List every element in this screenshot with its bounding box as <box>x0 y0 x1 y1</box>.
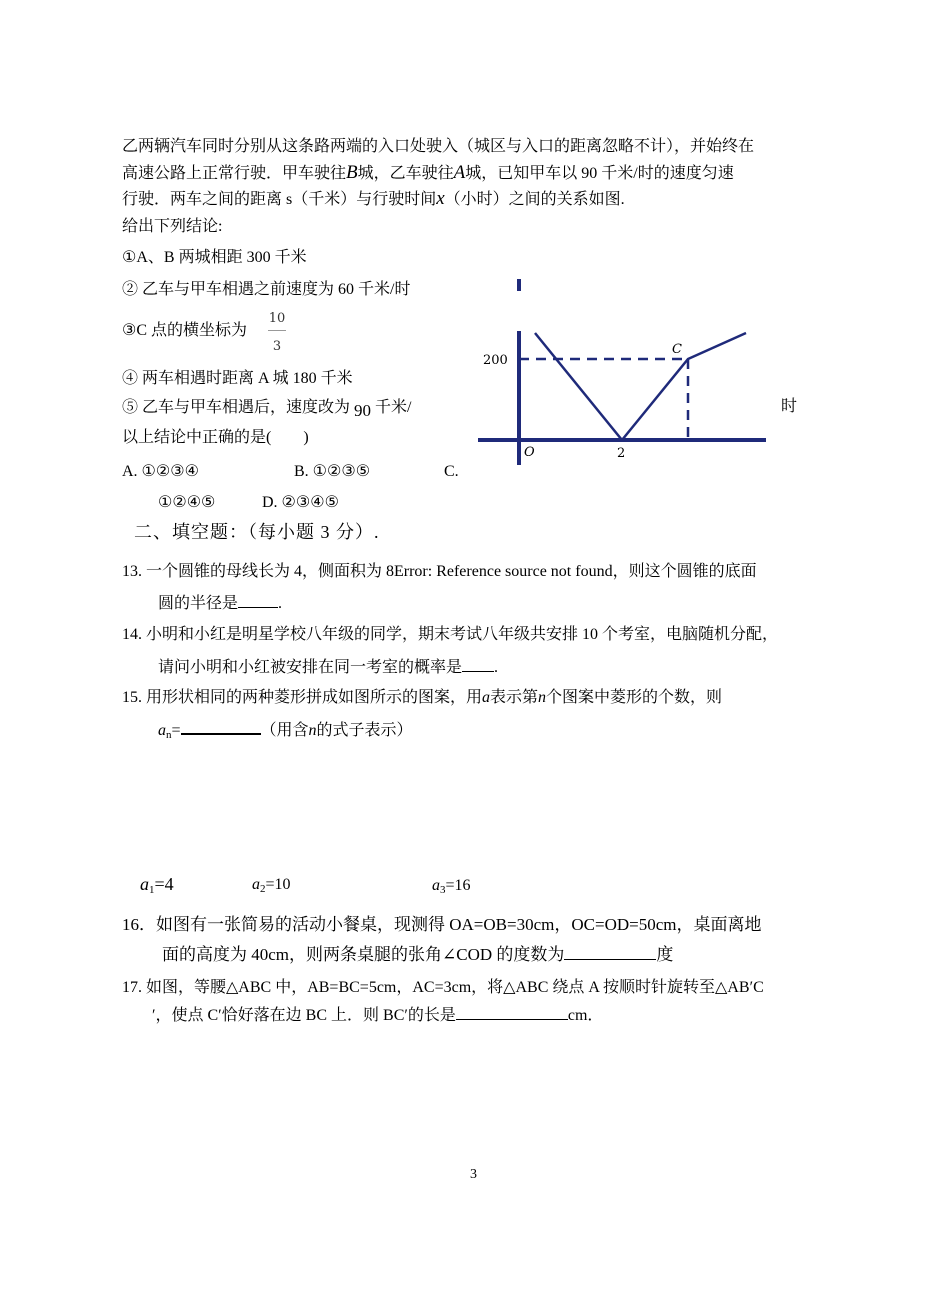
q13-line-2: 圆的半径是 . <box>158 595 283 612</box>
q15-line-2: $a_n=$ （用含n的式子表示） <box>158 719 413 745</box>
q16-line-1: 16．如图有一张简易的活动小餐桌，现测得 OA=OB=30cm，OC=OD=50cm，桌面离地 <box>122 915 762 934</box>
intro-line-3: 行驶．两车之间的距离 s（千米）与行驶时间x（小时）之间的关系如图. <box>122 188 625 209</box>
intro-line-1: 乙两辆汽车同时分别从这条路两端的入口处驶入（城区与入口的距离忽略不计），并始终在 <box>122 138 755 155</box>
q16-answer-blank <box>564 943 656 960</box>
page-number: 3 <box>470 1167 477 1182</box>
conclusion-3: ③C 点的横坐标为 <box>122 322 248 339</box>
speed-value: 90 <box>354 401 372 420</box>
q17-answer-blank <box>456 1005 568 1020</box>
fraction-denominator: 3 <box>272 339 282 354</box>
var-A: A <box>453 162 466 183</box>
q13-line-1: 13. 一个圆锥的母线长为 4，侧面积为 8Error: Reference source not found，则这个圆锥的底面 <box>122 563 757 580</box>
fraction-numerator: 10 <box>268 311 286 326</box>
distance-curve <box>535 333 746 440</box>
distance-time-graph <box>470 275 770 475</box>
option-d: D. ②③④⑤ <box>262 494 339 511</box>
q17-line-2: ′，使点 C′恰好落在边 BC 上．则 BC′的长是 cm． <box>152 1007 604 1024</box>
q15-line-1: 15. 用形状相同的两种菱形拼成如图所示的图案，用a表示第n个图案中菱形的个数，则 <box>122 689 723 706</box>
q17-line-1: 17. 如图，等腰△ABC 中，AB=BC=5cm，AC=3cm，将△ABC 绕点 A 按顺时针旋转至△AB′C <box>122 979 764 996</box>
section-2-title: 二、填空题：（每小题 3 分）. <box>134 522 380 542</box>
point-c-label: C <box>672 342 682 357</box>
question-prompt: 以上结论中正确的是( ) <box>122 429 309 446</box>
conclusion-2: ② 乙车与甲车相遇之前速度为 60 千米/时 <box>122 281 411 298</box>
option-c-label: C. <box>444 463 459 480</box>
q15-a2: $a_2=10$ <box>252 876 291 895</box>
option-c-value: ①②④⑤ <box>158 494 216 511</box>
conclusion-4: ④ 两车相遇时距离 A 城 180 千米 <box>122 370 353 387</box>
conclusion-5: ⑤ 乙车与甲车相遇后，速度改为 90 千米/ <box>122 399 412 420</box>
q14-line-2: 请问小明和小红被安排在同一考室的概率是 . <box>158 659 499 676</box>
q16-line-2: 面的高度为 40cm，则两条桌腿的张角∠COD 的度数为 度 <box>162 945 674 964</box>
origin-label: O <box>524 445 535 460</box>
option-b: B. ①②③⑤ <box>294 463 371 480</box>
intro-line-2: 高速公路上正常行驶．甲车驶往B城，乙车驶往A城，已知甲车以 90 千米/时的速度匀速 <box>122 162 734 183</box>
q14-answer-blank <box>462 657 494 672</box>
q15-a1: $a_1=4$ <box>140 874 174 896</box>
conclusion-1: ①A、B 两城相距 300 千米 <box>122 249 307 266</box>
conclusion-5-tail: 时 <box>781 398 798 415</box>
y-tick-200: 200 <box>483 353 508 368</box>
option-a: A. ①②③④ <box>122 463 199 480</box>
var-B: B <box>346 162 358 183</box>
q13-answer-blank <box>238 593 278 608</box>
q15-answer-blank <box>181 719 261 735</box>
intro-line-4: 给出下列结论: <box>122 218 223 235</box>
q15-a3: $a_3=16$ <box>432 877 471 896</box>
x-tick-2: 2 <box>617 446 626 461</box>
var-x: x <box>436 188 445 209</box>
fraction-bar <box>268 330 286 331</box>
q14-line-1: 14. 小明和小红是明星学校八年级的同学，期末考试八年级共安排 10 个考室，电脑随机分配， <box>122 626 779 643</box>
